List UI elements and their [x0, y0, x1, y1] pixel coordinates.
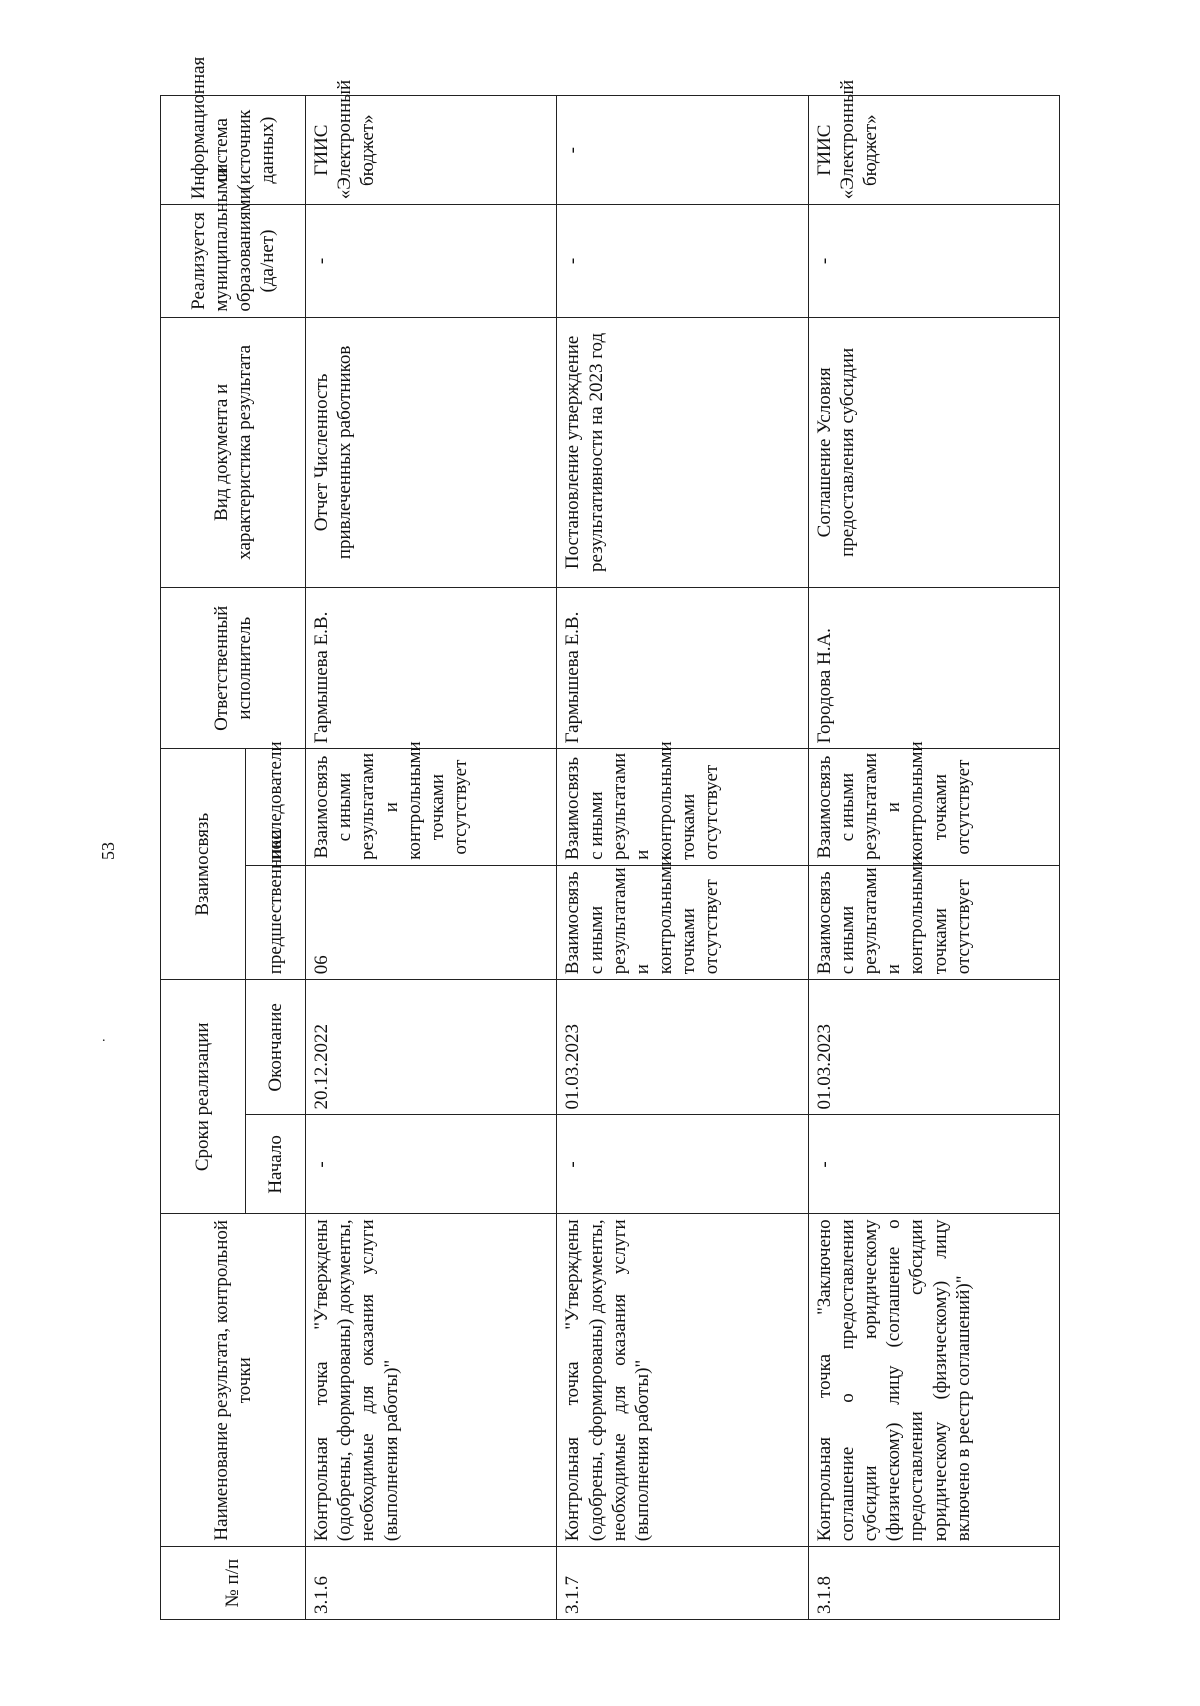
row-pred: 06	[306, 865, 557, 979]
header-terms: Сроки реализации	[161, 980, 246, 1214]
row-name: Контрольная точка "Утверждены (одобрены, сформированы) документы, необходимые для оказания услуги (выполнения работы)"	[306, 1214, 557, 1547]
table-row	[808, 96, 1059, 1620]
header-pred: предшественники	[246, 865, 306, 979]
row-doc: Отчет Численность привлеченных работников	[306, 317, 557, 587]
row-num: 3.1.6	[306, 1547, 557, 1620]
row-resp: Гармышева Е.В.	[306, 588, 557, 749]
row-end: 01.03.2023	[808, 980, 1059, 1115]
table-row	[557, 96, 808, 1620]
header-name: Наименование результата, контрольной точки	[161, 1214, 306, 1547]
row-start: -	[557, 1115, 808, 1214]
row-end: 20.12.2022	[306, 980, 557, 1115]
row-succ: Взаимосвязь с иными результатами и контрольными точками отсутствует	[306, 749, 557, 866]
header-succ: последователи	[246, 749, 306, 866]
row-doc: Постановление утверждение результативности на 2023 год	[557, 317, 808, 587]
row-name: Контрольная точка "Утверждены (одобрены, сформированы) документы, необходимые для оказания услуги (выполнения работы)"	[557, 1214, 808, 1547]
scan-dot: .	[102, 1030, 106, 1045]
row-mun: -	[306, 205, 557, 317]
row-doc: Соглашение Условия предоставления субсидии	[808, 317, 1059, 587]
row-start: -	[306, 1115, 557, 1214]
row-num: 3.1.7	[557, 1547, 808, 1620]
row-succ: Взаимосвязь с иными результатами и контрольными точками отсутствует	[557, 749, 808, 866]
header-resp: Ответственный исполнитель	[161, 588, 306, 749]
row-info: ГИИС «Электронный бюджет»	[808, 96, 1059, 205]
table-row	[306, 96, 557, 1620]
header-mun: Реализуется муниципальными образованиями (да/нет)	[161, 205, 306, 317]
header-info: Информационная система (источник данных)	[161, 96, 306, 205]
row-num: 3.1.8	[808, 1547, 1059, 1620]
row-resp: Городова Н.А.	[808, 588, 1059, 749]
row-name: Контрольная точка "Заключено соглашение о предоставлении субсидии юридическому (физическому) лицу (соглашение о предоставлении субсидии юридическому (физическому) лицу включено в реестр соглашений)"	[808, 1214, 1059, 1547]
row-pred: Взаимосвязь с иными результатами и контрольными точками отсутствует	[808, 865, 1059, 979]
header-doc: Вид документа и характеристика результата	[161, 317, 306, 587]
row-end: 01.03.2023	[557, 980, 808, 1115]
row-mun: -	[557, 205, 808, 317]
page-number: 53	[98, 842, 118, 860]
row-resp: Гармышева Е.В.	[557, 588, 808, 749]
row-start: -	[808, 1115, 1059, 1214]
header-end: Окончание	[246, 980, 306, 1115]
row-info: ГИИС «Электронный бюджет»	[306, 96, 557, 205]
row-mun: -	[808, 205, 1059, 317]
header-start: Начало	[246, 1115, 306, 1214]
control-points-table	[160, 56, 1060, 1620]
header-link: Взаимосвязь	[161, 749, 246, 980]
row-succ: Взаимосвязь с иными результатами и контрольными точками отсутствует	[808, 749, 1059, 866]
row-info: -	[557, 96, 808, 205]
header-num: № п/п	[161, 1547, 306, 1620]
rotated-table-container	[160, 56, 1060, 1620]
row-pred: Взаимосвязь с иными результатами и контрольными точками отсутствует	[557, 865, 808, 979]
